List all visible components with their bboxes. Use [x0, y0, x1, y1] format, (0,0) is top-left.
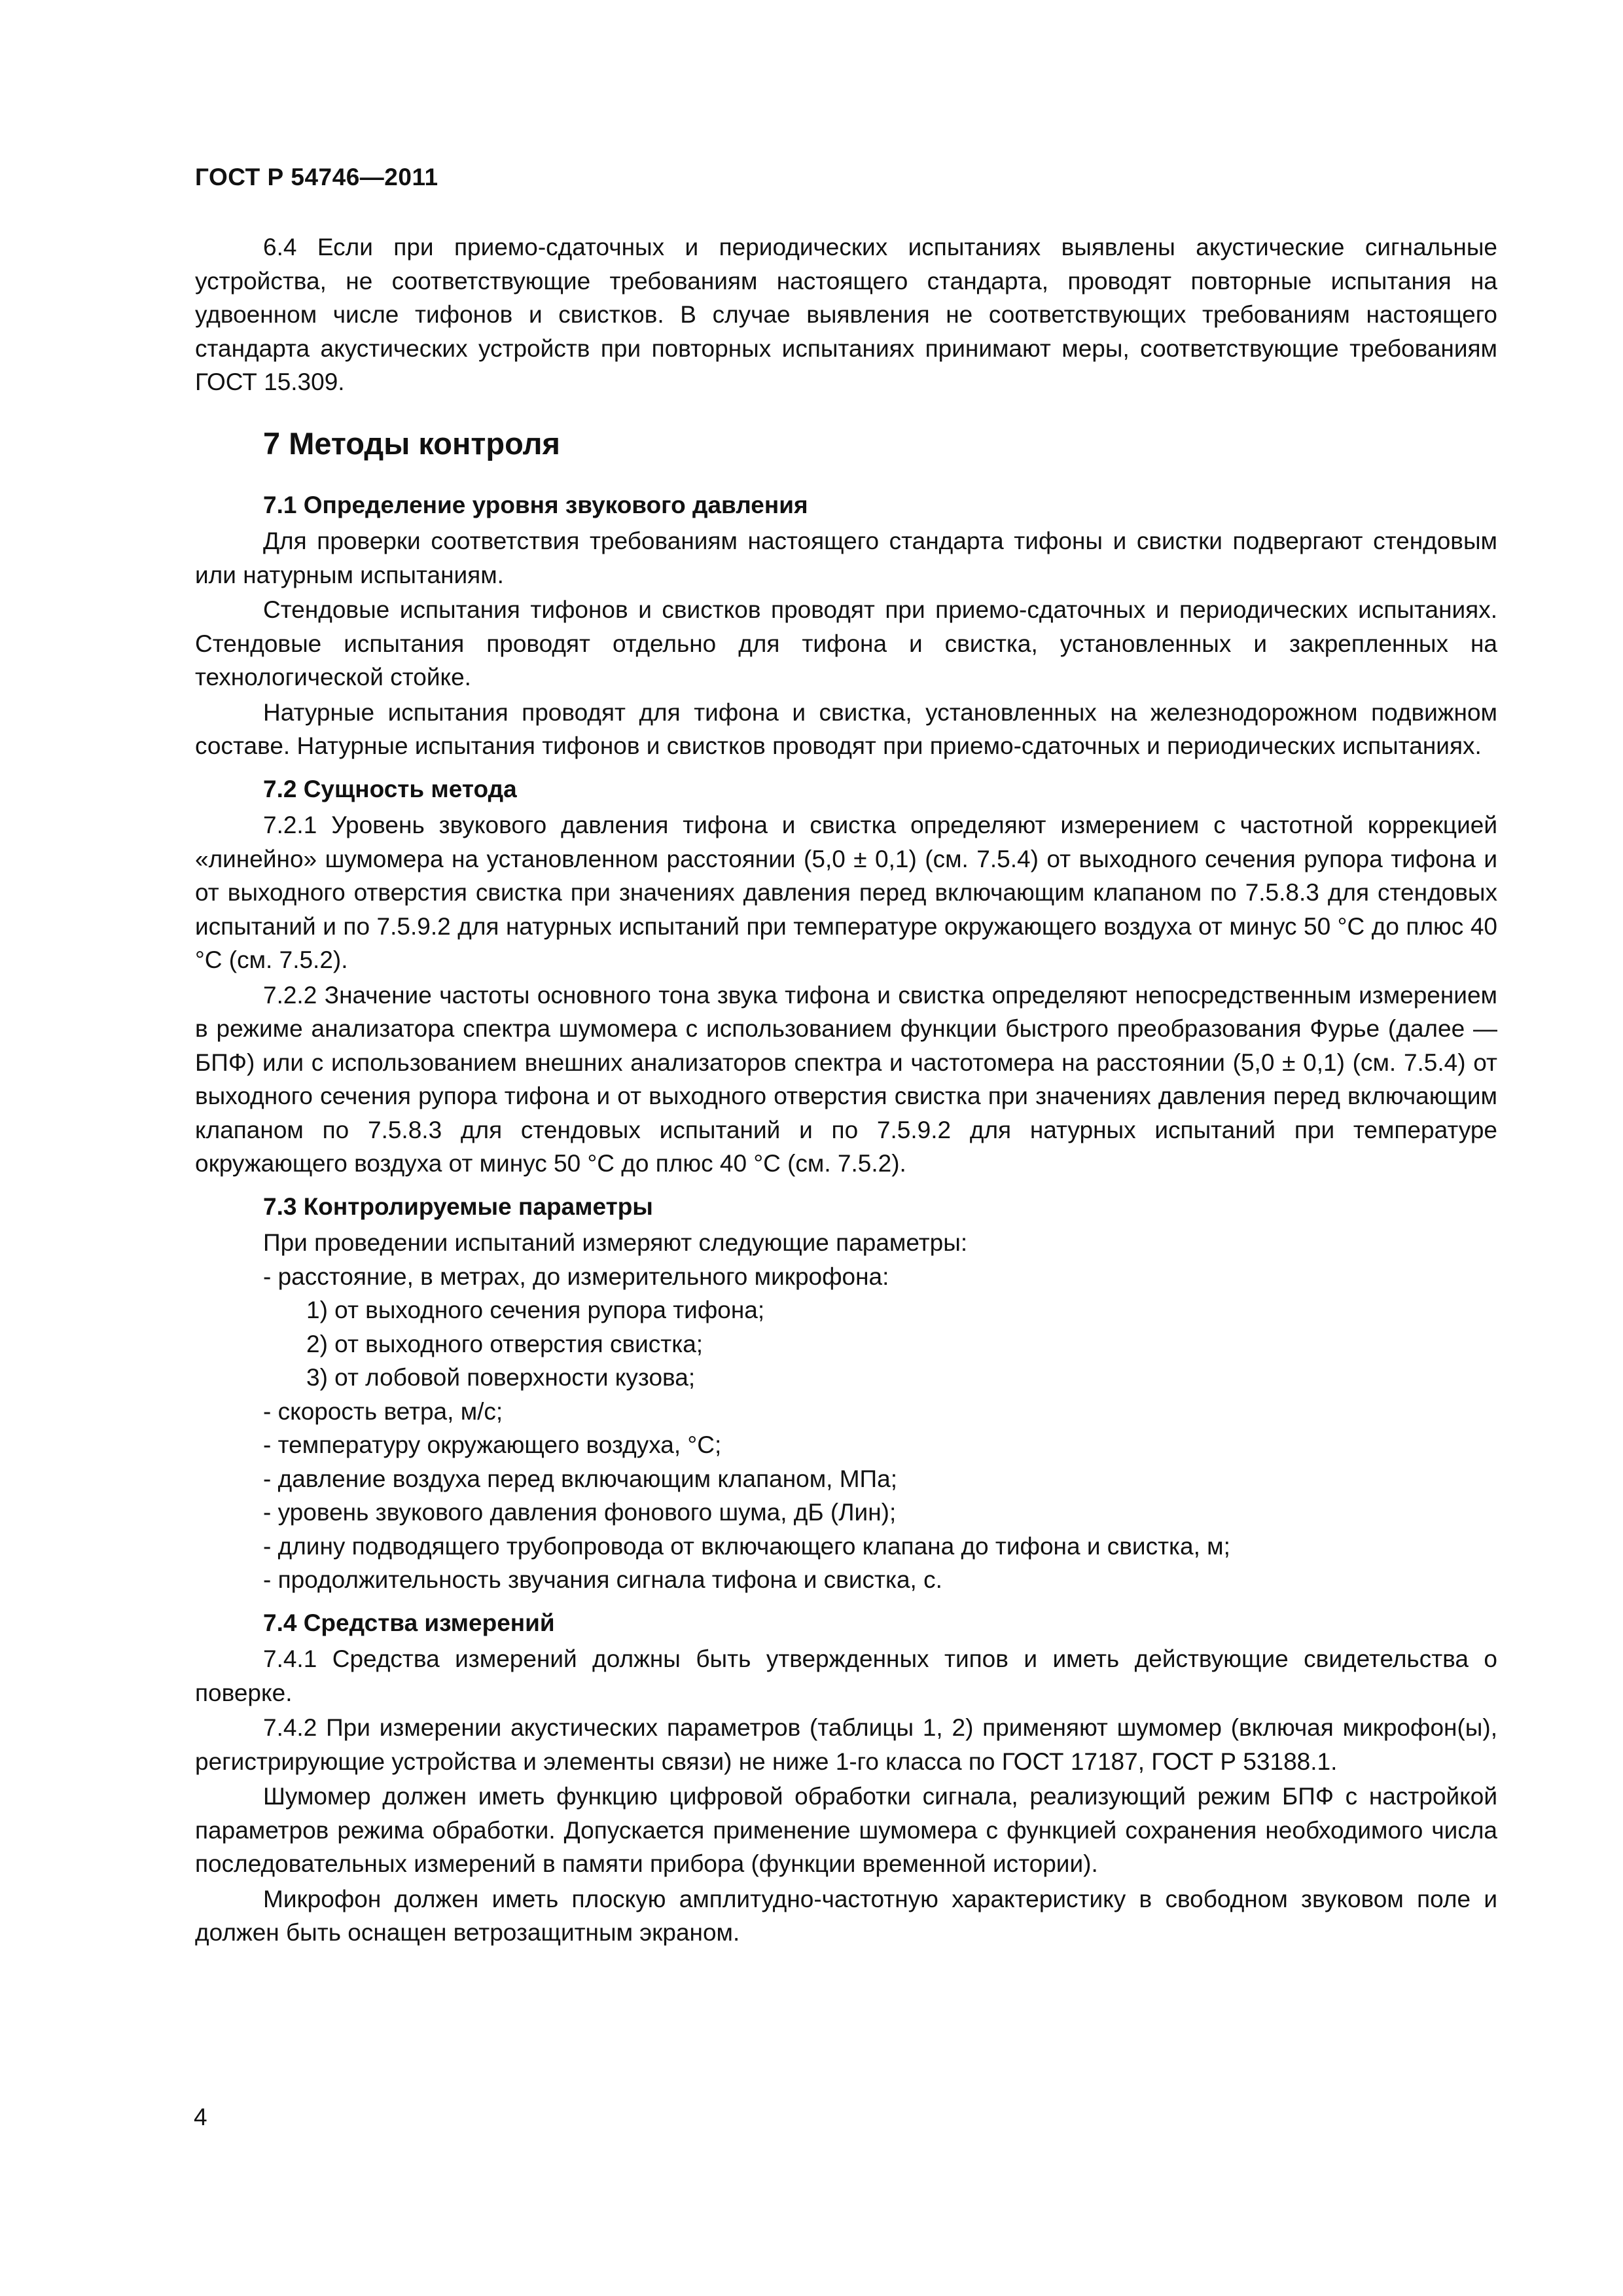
- list-item: - длину подводящего трубопровода от включающего клапана до тифона и свистка, м;: [263, 1532, 1230, 1560]
- paragraph-7-4-1: 7.4.1 Средства измерений должны быть утвержденных типов и иметь действующие свидетельства о поверке.: [195, 1645, 1497, 1706]
- list-item: - скорость ветра, м/с;: [263, 1397, 503, 1425]
- page-number: 4: [194, 2104, 207, 2130]
- list-item: - уровень звукового давления фонового шума, дБ (Лин);: [263, 1499, 897, 1526]
- subsection-7-3-heading: 7.3 Контролируемые параметры: [263, 1193, 653, 1220]
- document-body: [195, 230, 1497, 1950]
- paragraph-6-4: 6.4 Если при приемо-сдаточных и периодических испытаниях выявлены акустические сигнальные устройства, не соответствующие требованиям настоящего стандарта, проводят повторные испытания на удвоенном числе тифонов и свистков. В случае выявления не соответствующих требованиям настоящего стандарта акустических устройств при повторных испытаниях принимают меры, соответствующие требованиям ГОСТ 15.309.: [195, 234, 1497, 395]
- list-item: 1) от выходного сечения рупора тифона;: [306, 1297, 765, 1323]
- subsection-7-4-heading: 7.4 Средства измерений: [263, 1609, 555, 1636]
- section-7-heading: 7 Методы контроля: [263, 425, 560, 461]
- list-item: 2) от выходного отверстия свистка;: [306, 1330, 704, 1357]
- list-item: - температуру окружающего воздуха, °С;: [263, 1431, 722, 1458]
- parameters-intro: При проведении испытаний измеряют следующие параметры:: [263, 1229, 968, 1256]
- paragraph: Натурные испытания проводят для тифона и свистка, установленных на железнодорожном подвижном составе. Натурные испытания тифонов и свистков проводят при приемо-сдаточных и периодических испытаниях.: [195, 698, 1497, 759]
- paragraph: Стендовые испытания тифонов и свистков проводят при приемо-сдаточных и периодических испытаниях. Стендовые испытания проводят отдельно для тифона и свистка, установленных и закрепленных на технологической стойке.: [195, 596, 1497, 691]
- list-item: 3) от лобовой поверхности кузова;: [306, 1364, 696, 1391]
- subsection-7-1-heading: 7.1 Определение уровня звукового давления: [263, 491, 808, 518]
- list-item: - давление воздуха перед включающим клапаном, МПа;: [263, 1465, 897, 1492]
- list-item: - расстояние, в метрах, до измерительного микрофона:: [263, 1263, 889, 1290]
- list-item: - продолжительность звучания сигнала тифона и свистка, с.: [263, 1566, 942, 1593]
- paragraph-7-2-1: 7.2.1 Уровень звукового давления тифона и свистка определяют измерением с частотной коррекцией «линейно» шумомера на установленном расстоянии (5,0 ± 0,1) (см. 7.5.4) от выходного сечения рупора тифона и от выходного отверстия свистка при значениях давления перед включающим клапаном по 7.5.8.3 для стендовых испытаний и по 7.5.9.2 для натурных испытаний при температуре окружающего воздуха от минус 50 °С до плюс 40 °С (см. 7.5.2).: [195, 812, 1497, 973]
- paragraph: Микрофон должен иметь плоскую амплитудно-частотную характеристику в свободном звуковом поле и должен быть оснащен ветрозащитным экраном.: [195, 1885, 1497, 1946]
- paragraph: Для проверки соответствия требованиям настоящего стандарта тифоны и свистки подвергают стендовым или натурным испытаниям.: [195, 528, 1497, 588]
- paragraph: Шумомер должен иметь функцию цифровой обработки сигнала, реализующий режим БПФ с настройкой параметров режима обработки. Допускается применение шумомера с функцией сохранения необходимого числа последовательных измерений в памяти прибора (функции временной истории).: [195, 1783, 1497, 1877]
- paragraph-7-2-2: 7.2.2 Значение частоты основного тона звука тифона и свистка определяют непосредственным измерением в режиме анализатора спектра шумомера с использованием функции быстрого преобразования Фурье (далее — БПФ) или с использованием внешних анализаторов спектра и частотомера на расстоянии (5,0 ± 0,1) (см. 7.5.4) от выходного сечения рупора тифона и от выходного отверстия свистка при значениях давления перед включающим клапаном по 7.5.8.3 для стендовых испытаний и по 7.5.9.2 для натурных испытаний при температуре окружающего воздуха от минус 50 °С до плюс 40 °С (см. 7.5.2).: [195, 981, 1497, 1177]
- subsection-7-2-heading: 7.2 Сущность метода: [263, 775, 517, 802]
- paragraph-7-4-2: 7.4.2 При измерении акустических параметров (таблицы 1, 2) применяют шумомер (включая микрофон(ы), регистрирующие устройства и элементы связи) не ниже 1-го класса по ГОСТ 17187, ГОСТ Р 53188.1.: [195, 1714, 1497, 1775]
- document-header: ГОСТ Р 54746—2011: [195, 164, 438, 190]
